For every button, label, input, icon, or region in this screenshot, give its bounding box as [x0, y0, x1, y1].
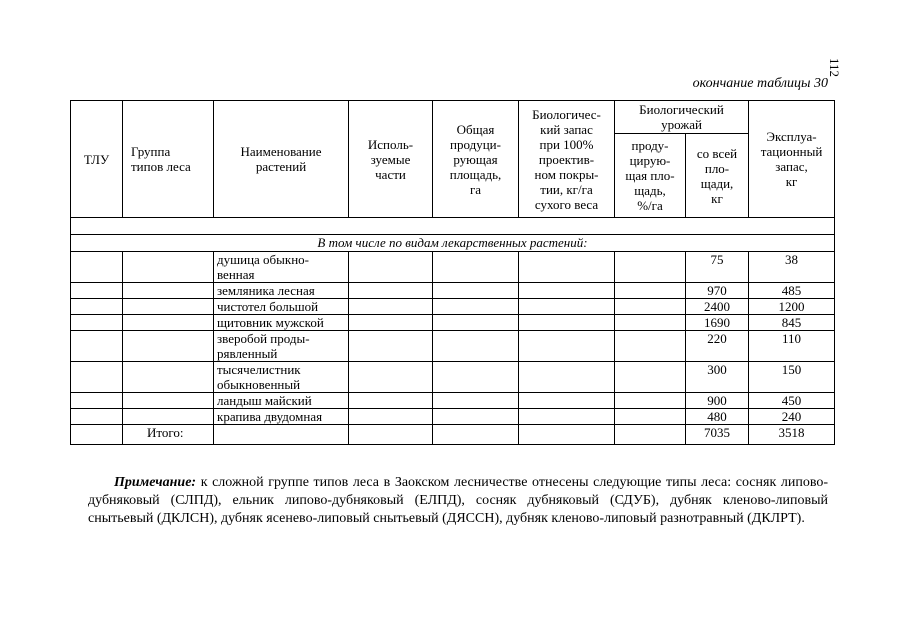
table-row: [71, 252, 835, 283]
empty-row: [71, 218, 835, 235]
data-table: [70, 100, 835, 445]
yield-total-cell: 75: [686, 252, 749, 283]
header-plant-name: Наименование растений: [214, 101, 349, 218]
table-row: [71, 299, 835, 315]
total-yield: 7035: [686, 425, 749, 445]
expl-stock-cell: 110: [749, 331, 835, 362]
table-row: [71, 362, 835, 393]
expl-stock-cell: 240: [749, 409, 835, 425]
expl-stock-cell: 38: [749, 252, 835, 283]
header-area: Общая продуци- рующая площадь, га: [433, 101, 519, 218]
note-title: Примечание:: [114, 475, 197, 490]
yield-total-cell: 970: [686, 283, 749, 299]
expl-stock-cell: 1200: [749, 299, 835, 315]
expl-stock-cell: 485: [749, 283, 835, 299]
expl-stock-cell: 845: [749, 315, 835, 331]
yield-total-cell: 300: [686, 362, 749, 393]
table-row: [71, 331, 835, 362]
header-yield-total: со всей пло- щади, кг: [686, 134, 749, 218]
table-row: [71, 315, 835, 331]
table-row: [71, 283, 835, 299]
total-expl-stock: 3518: [749, 425, 835, 445]
plant-name-cell: щитовник мужской: [214, 315, 349, 331]
yield-total-cell: 480: [686, 409, 749, 425]
plant-name-cell: чистотел большой: [214, 299, 349, 315]
total-label: Итого:: [123, 425, 214, 445]
note-text: к сложной группе типов леса в Заокском лесничестве отнесены следующие типы леса: сосняк липово-дубняковый (СЛПД), ельник липово-дубняковый (ЕЛПД), сосняк дубняковый (СДУБ), дубняк кленово-липовый снытьевый (ДКЛСН), дубняк ясеневo-липовый снытьевый (ДЯССН), дубняк кленово-липовый разнотравный (ДКЛРТ).: [88, 475, 828, 526]
footnote: [88, 474, 828, 528]
plant-name-cell: зверобой проды- рявленный: [214, 331, 349, 362]
header-bio-yield: Биологический урожай: [615, 101, 749, 134]
plant-name-cell: тысячелистник обыкновенный: [214, 362, 349, 393]
header-tlu: ТЛУ: [71, 101, 123, 218]
plant-name-cell: крапива двудомная: [214, 409, 349, 425]
table-row: [71, 409, 835, 425]
plant-name-cell: ландыш майский: [214, 393, 349, 409]
total-row: [71, 425, 835, 445]
header-yield-area: проду- цирую- щая пло- щадь, %/га: [615, 134, 686, 218]
section-label: В том числе по видам лекарственных растений:: [71, 235, 835, 252]
page-number: 112: [827, 58, 842, 78]
header-expl-stock: Эксплуа- тационный запас, кг: [749, 101, 835, 218]
header-bio-stock: Биологичес- кий запас при 100% проектив- ном покры- тии, кг/га сухого веса: [519, 101, 615, 218]
plant-name-cell: душица обыкно- венная: [214, 252, 349, 283]
expl-stock-cell: 150: [749, 362, 835, 393]
yield-total-cell: 900: [686, 393, 749, 409]
plant-name-cell: земляника лесная: [214, 283, 349, 299]
yield-total-cell: 2400: [686, 299, 749, 315]
yield-total-cell: 1690: [686, 315, 749, 331]
expl-stock-cell: 450: [749, 393, 835, 409]
table-caption: окончание таблицы 30: [692, 76, 828, 91]
yield-total-cell: 220: [686, 331, 749, 362]
header-group: Группа типов леса: [123, 101, 214, 218]
header-parts: Исполь- зуемые части: [349, 101, 433, 218]
table-row: [71, 393, 835, 409]
